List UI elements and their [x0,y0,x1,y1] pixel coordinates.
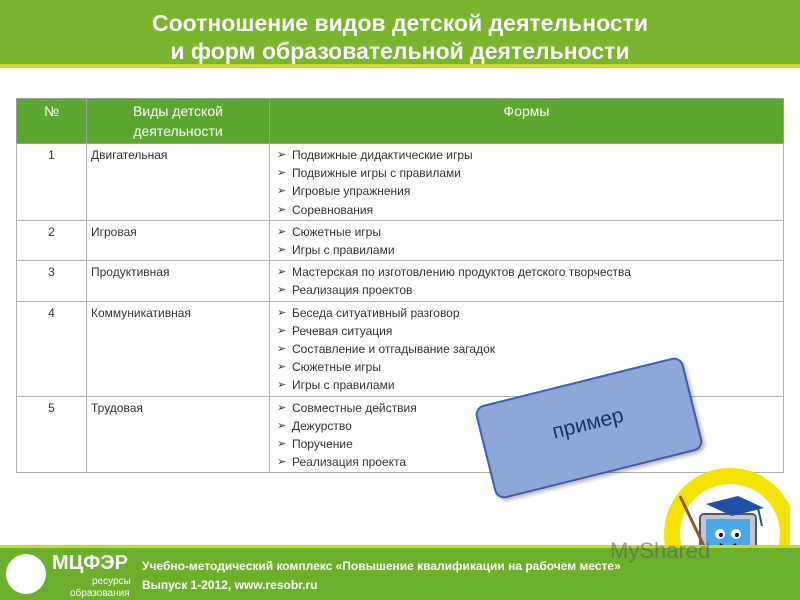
row-number: 1 [17,144,87,221]
footer-course-title: Учебно-методический комплекс «Повышение квалификации на рабочем месте» [142,559,621,573]
list-item: ➢ Мастерская по изготовлению продуктов детского творчества [274,263,779,281]
row-number: 4 [17,301,87,396]
list-item: ➢ Сюжетные игры [274,223,779,241]
logo-subtitle-line2: образования [70,588,130,599]
row-activity-kind: Коммуникативная [87,301,270,396]
list-item: ➢ Беседа ситуативный разговор [274,304,779,322]
mcfer-logo-icon [6,554,46,594]
list-item: ➢ Подвижные игры с правилами [274,164,779,182]
list-item: ➢ Поручение [274,435,779,453]
list-item: ➢ Составление и отгадывание загадок [274,340,779,358]
list-item: ➢ Игры с правилами [274,376,779,394]
list-item: ➢ Реализация проектов [274,281,779,299]
list-item: ➢ Игровые упражнения [274,182,779,200]
example-badge-label: пример [549,403,626,444]
table-row [17,144,784,221]
list-item: ➢ Сюжетные игры [274,358,779,376]
row-forms [270,144,784,221]
table-row [17,220,784,260]
row-forms [270,261,784,301]
logo-text: МЦФЭР [52,552,128,574]
row-forms [270,301,784,396]
row-number: 2 [17,220,87,260]
slide-title-line1: Соотношение видов детской деятельности [151,10,649,36]
list-item: ➢ Соревнования [274,201,779,219]
row-activity-kind: Двигательная [87,144,270,221]
slide-header [0,0,800,68]
header-forms: Формы [270,99,784,144]
list-item: ➢ Реализация проекта [274,453,779,471]
row-activity-kind: Игровая [87,220,270,260]
list-item: ➢ Дежурство [274,417,779,435]
list-item: ➢ Речевая ситуация [274,322,779,340]
header-activity-kind: Виды детской деятельности [87,99,270,144]
row-number: 5 [17,396,87,473]
list-item: ➢ Подвижные дидактические игры [274,146,779,164]
list-item: ➢ Совместные действия [274,399,779,417]
watermark: MyShared [610,538,711,563]
header-number: № [17,99,87,144]
table-row [17,261,784,301]
row-activity-kind: Трудовая [87,396,270,473]
row-forms [270,220,784,260]
list-item: ➢ Игры с правилами [274,241,779,259]
slide-title-line2: и форм образовательной деятельности [170,38,630,64]
logo-subtitle-line1: ресурсы [92,576,131,587]
row-activity-kind: Продуктивная [87,261,270,301]
footer-issue-info: Выпуск 1-2012, www.resobr.ru [142,578,318,592]
row-number: 3 [17,261,87,301]
table-header-row [17,99,784,144]
